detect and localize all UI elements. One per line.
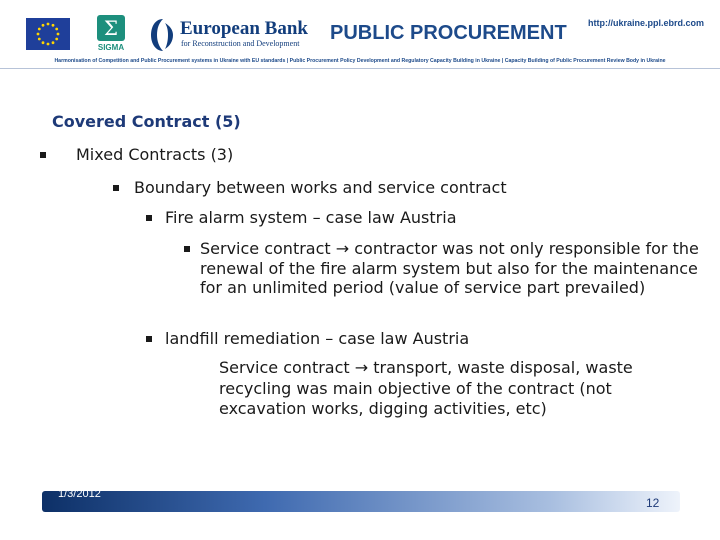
project-title: PUBLIC PROCUREMENT: [330, 22, 567, 44]
square-bullet-icon: [146, 336, 152, 342]
square-bullet-icon: [40, 152, 46, 158]
bullet-text: Fire alarm system – case law Austria: [165, 208, 457, 227]
square-bullet-icon: [113, 185, 119, 191]
eu-flag-logo: [26, 18, 70, 50]
sigma-icon: Σ: [97, 15, 125, 41]
square-bullet-icon: [146, 215, 152, 221]
ebrd-subtitle: for Reconstruction and Development: [181, 39, 300, 48]
header-divider: [0, 68, 720, 69]
ebrd-mark-icon: [150, 18, 176, 52]
body-paragraph: Service contract → transport, waste disposal, waste recycling was main objective of the contract (not excavation works, digging activities, etc): [219, 358, 633, 418]
square-bullet-icon: [184, 246, 190, 252]
header-tagline: Harmonisation of Competition and Public Procurement systems in Ukraine with EU standards | Public Procurement Policy Development and Regulatory Capacity Building in Ukraine | Capacity Building of Public Procurement Review Body in Ukraine: [54, 58, 666, 64]
footer-date: 1/3/2012: [58, 488, 101, 500]
sigma-logo: [94, 15, 128, 55]
bullet-text: landfill remediation – case law Austria: [165, 329, 470, 348]
bullet-text: Boundary between works and service contract: [134, 178, 507, 197]
bullet-text: Service contract → contractor was not only responsible for the renewal of the fire alarm system but also for the maintenance for an unlimited period (value of service part prevailed): [200, 239, 699, 297]
sigma-label: SIGMA: [97, 43, 125, 52]
bullet-text: Mixed Contracts (3): [76, 145, 234, 164]
header: [0, 0, 720, 72]
slide-title: Covered Contract (5): [52, 112, 241, 131]
site-url-link[interactable]: http://ukraine.ppl.ebrd.com: [588, 18, 705, 28]
ebrd-name: European Bank: [180, 18, 308, 39]
ebrd-logo: [150, 18, 308, 52]
footer-bar: [42, 491, 680, 512]
page-number: 12: [646, 496, 660, 510]
